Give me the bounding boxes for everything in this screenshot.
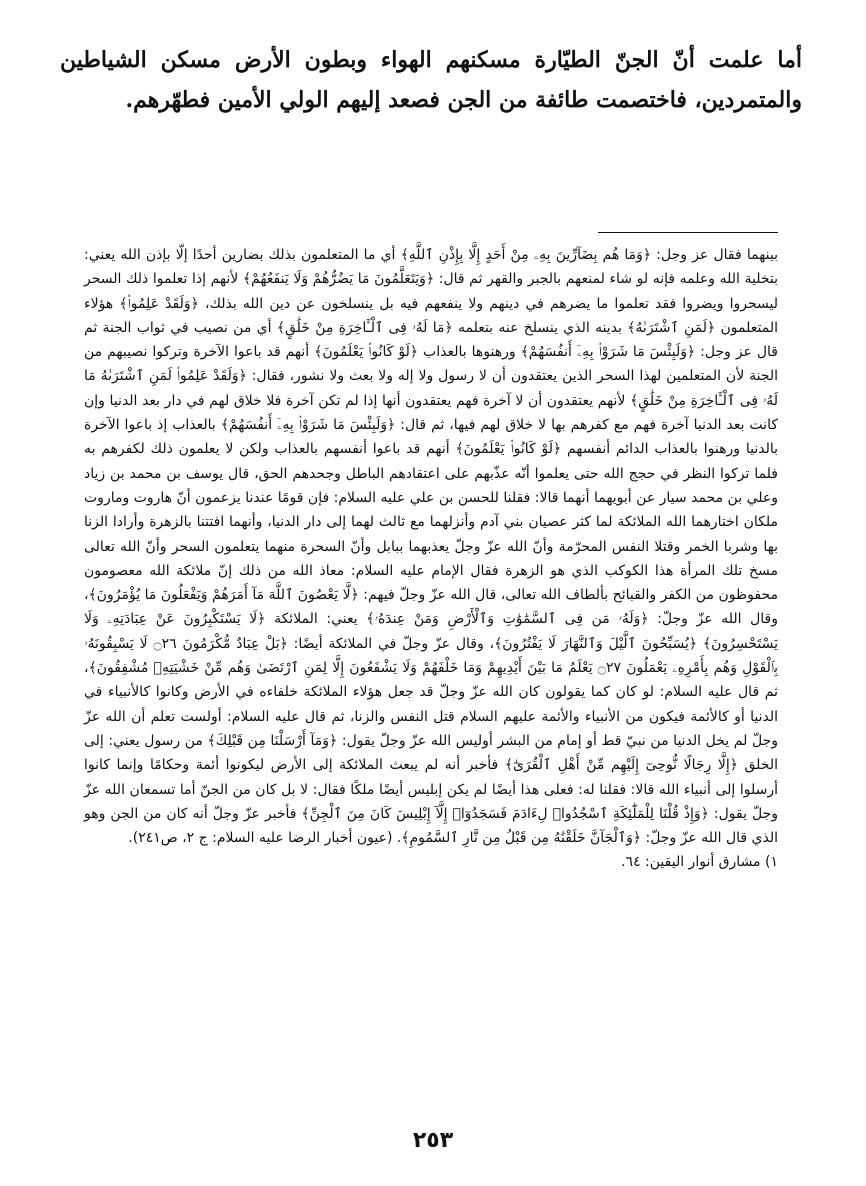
footnote-reference: ١) مشارق أنوار اليقين: ٦٤. — [621, 854, 778, 871]
footnote-block — [84, 243, 778, 875]
main-paragraph: أما علمت أنّ الجنّ الطيّارة مسكنهم الهواء وبطون الأرض مسكن الشياطين والمتمردين، فاختصمت طائفة من الجن فصعد إليهم الولي الأمين فطهّرهم. — [60, 47, 802, 113]
footnote-text: بينهما فقال عز وجل: ﴿وَمَا هُم بِضَآرِّينَ بِهِۦ مِنْ أَحَدٍ إِلَّا بِإِذْنِ ٱللَّهِ﴾ أي ما المتعلمون بذلك بضارين أحدًا إلّا بإذن الله يعني: بتخلية الله وعلمه فإنه لو شاء لمنعهم بالجبر والقهر ثم قال: ﴿وَيَتَعَلَّمُونَ مَا يَضُرُّهُمْ وَلَا يَنفَعُهُمْ﴾ لأنهم إذا تعلموا ذلك السحر ليسحروا ويضروا فقد تعلموا ما يضرهم في دينهم ولا ينفعهم فيه بل ينسلخون عن دين الله بذلك، ﴿وَلَقَدْ عَلِمُوا۟﴾ هؤلاء المتعلمون ﴿لَمَنِ ٱشْتَرَىٰهُ﴾ بدينه الذي ينسلخ عنه بتعلمه ﴿مَا لَهُۥ فِى ٱلْـَٔاخِرَةِ مِنْ خَلَٰقٍ﴾ أي من نصيب في ثواب الجنة ثم قال عز وجل: ﴿وَلَبِئْسَ مَا شَرَوْا۟ بِهِۦٓ أَنفُسَهُمْ﴾ ورهنوها بالعذاب ﴿لَوْ كَانُوا۟ يَعْلَمُونَ﴾ أنهم قد باعوا الآخرة وتركوا نصيبهم من الجنة لأن المتعلمين لهذا السحر الذين يعتقدون أن لا رسول ولا إله ولا بعث ولا نشور، فقال: ﴿وَلَقَدْ عَلِمُوا۟ لَمَنِ ٱشْتَرَىٰهُ مَا لَهُۥ فِى ٱلْـَٔاخِرَةِ مِنْ خَلَٰقٍ﴾ لأنهم يعتقدون أن لا آخرة فهم يعتقدون أنها إذا لم تكن آخرة فلا خلاق لهم في دار بعد الدنيا وإن كانت بعد الدنيا آخرة فهم مع كفرهم بها لا خلاق لهم فيها، ثم قال: ﴿وَلَبِئْسَ مَا شَرَوْا۟ بِهِۦٓ أَنفُسَهُمْ﴾ بالعذاب إذ باعوا الآخرة بالدنيا ورهنوا بالعذاب الدائم أنفسهم ﴿لَوْ كَانُوا۟ يَعْلَمُونَ﴾ أنهم قد باعوا أنفسهم بالعذاب ولكن لا يعلمون ذلك لكفرهم به فلما تركوا النظر في حجج الله حتى يعلموا أنّه عذّبهم على اعتقادهم الباطل وجحدهم الحق، قال يوسف بن محمد بن زياد وعلي بن محمد سيار عن أبويهما أنهما قالا: فقلنا للحسن بن علي عليه السلام: فإن قومًا عندنا يزعمون أنّ هاروت وماروت ملكان اختارهما الله الملائكة لما كثر عصيان بني آدم وأنزلهما مع ثالث لهما إلى دار الدنيا، وأنهما افتتنا بالزهرة وأرادا الزنا بها وشربا الخمر وقتلا النفس المحرّمة وأنّ الله عزّ وجلّ يعذبهما ببابل وأنّ السحرة منهما يتعلمون السحر وأنّ الله تعالى مسخ تلك المرأة هذا الكوكب الذي هو الزهرة فقال الإمام عليه السلام: معاذ الله من ذلك إنّ ملائكة الله معصومون محفوظون من الكفر والقبائح بألطاف الله تعالى، قال الله عزّ وجلّ فيهم: ﴿لَّا يَعْصُونَ ٱللَّهَ مَآ أَمَرَهُمْ وَيَفْعَلُونَ مَا يُؤْمَرُونَ﴾، وقال الله عزّ وجلّ: ﴿وَلَهُۥ مَن فِى ٱلسَّمَٰوَٰتِ وَٱلْأَرْضِ وَمَنْ عِندَهُۥ﴾ يعني: الملائكة ﴿لَا يَسْتَكْبِرُونَ عَنْ عِبَادَتِهِۦ وَلَا يَسْتَحْسِرُونَ﴾ ﴿يُسَبِّحُونَ ٱلَّيْلَ وَٱلنَّهَارَ لَا يَفْتُرُونَ﴾، وقال عزّ وجلّ في الملائكة أيضًا: ﴿بَلْ عِبَادٌ مُّكْرَمُونَ ۝٢٦ لَا يَسْبِقُونَهُۥ بِٱلْقَوْلِ وَهُم بِأَمْرِهِۦ يَعْمَلُونَ ۝٢٧ يَعْلَمُ مَا بَيْنَ أَيْدِيهِمْ وَمَا خَلْفَهُمْ وَلَا يَشْفَعُونَ إِلَّا لِمَنِ ٱرْتَضَىٰ وَهُم مِّنْ خَشْيَتِهِۦ مُشْفِقُونَ﴾، ثم قال عليه السلام: لو كان كما يقولون كان الله عزّ وجلّ قد جعل هؤلاء الملائكة خلفاءه في الأرض وكانوا كالأنبياء في الدنيا أو كالأئمة فيكون من الأنبياء والأئمة عليهم السلام قتل النفس والزنا، ثم قال عليه السلام: أولست تعلم أن الله عزّ وجلّ لم يخل الدنيا من نبيّ قط أو إمام من البشر أوليس الله عزّ وجلّ يقول: ﴿وَمَآ أَرْسَلْنَا مِن قَبْلِكَ﴾ من رسول يعني: إلى الخلق ﴿إِلَّا رِجَالًا نُّوحِىٓ إِلَيْهِم مِّنْ أَهْلِ ٱلْقُرَىٰٓ﴾ فأخبر أنه لم يبعث الملائكة إلى الأرض ليكونوا أئمة وحكامًا وإنما كانوا أرسلوا إلى أنبياء الله قالا: فقلنا له: فعلى هذا أيضًا لم يكن إبليس أيضًا ملكًا فقال: لا بل كان من الجنّ أما تسمعان الله عزّ وجلّ يقول: ﴿وَإِذْ قُلْنَا لِلْمَلَٰٓئِكَةِ ٱسْجُدُوا۟ لِءَادَمَ فَسَجَدُوٓا۟ إِلَّآ إِبْلِيسَ كَانَ مِنَ ٱلْجِنِّ﴾ فأخبر عزّ وجلّ أنه كان من الجن وهو الذي قال الله عزّ وجلّ: ﴿وَٱلْجَآنَّ خَلَقْنَٰهُ مِن قَبْلُ مِن نَّارِ ٱلسَّمُومِ﴾. (عيون أخبار الرضا عليه السلام: ج ٢، ص٢٤١). — [84, 247, 778, 847]
footnote-separator — [598, 232, 778, 233]
main-text-block — [60, 40, 802, 120]
page-number: ٢٥٣ — [412, 1128, 454, 1153]
